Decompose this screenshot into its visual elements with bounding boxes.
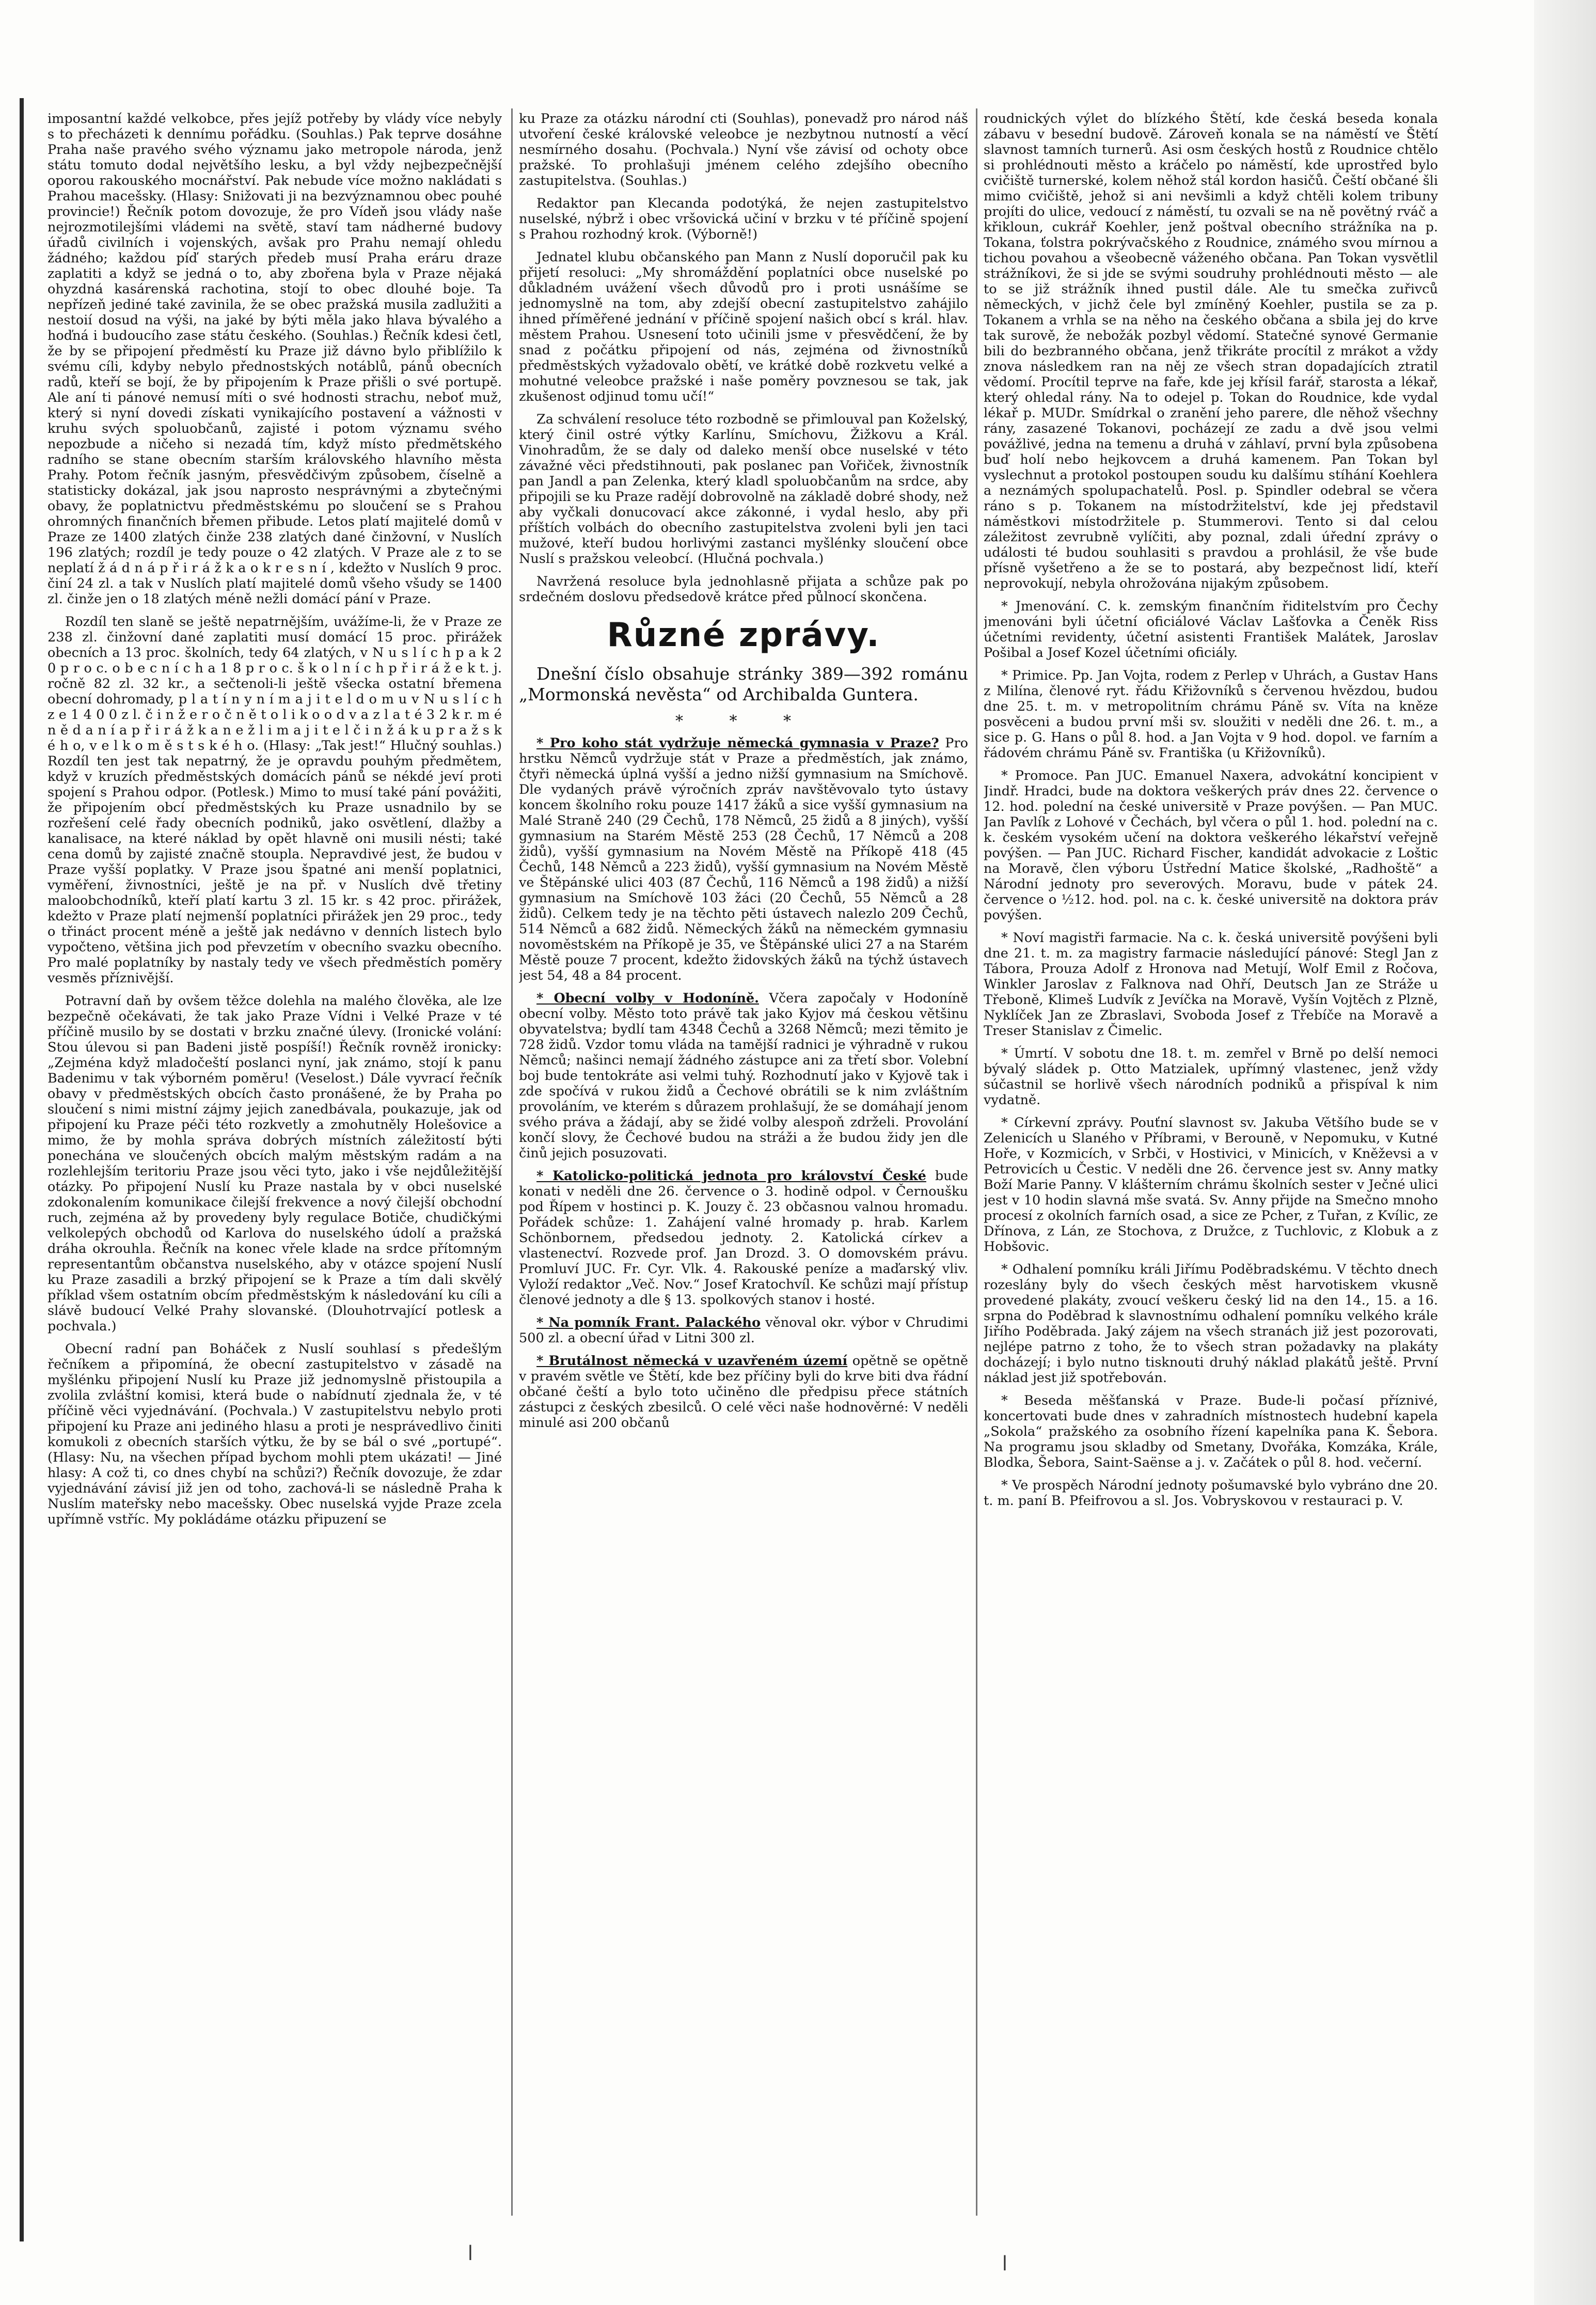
- news-item: [519, 735, 968, 983]
- right-paragraph: * Beseda měšťanská v Praze. Bude-li počasí příznivé, koncertovati bude dnes v zahradních místnostech hudební kapela „Sokola“ pražského za osobního řízení kapelníka pana K. Šebora. Na programu jsou skladby od Smetany, Dvořáka, Komzáka, Krále, Blodka, Šebora, Saint-Saënse a j. v. Začátek o půl 8. hod. večerní.: [984, 1393, 1438, 1470]
- right-paragraph: * Odhalení pomníku králi Jiřímu Poděbradskému. V těchto dnech rozeslány byly do všech českých měst harvotiskem vkusně provedené plakáty, zvoucí veškeru český lid na den 14., 15. a 16. srpna do Poděbrad k slavnostnímu odhalení pomníku velkého krále Jiřího Poděbrada. Jaký zájem na všech stranách již jest pozorovati, nejlépe patrno z toho, že to všech stran požadavky na plakáty docházejí; i bylo nutno tisknouti druhý náklad plakátů ještě. První náklad jest již spotřebován.: [984, 1262, 1438, 1386]
- right-paragraph: * Promoce. Pan JUC. Emanuel Naxera, advokátní koncipient v Jindř. Hradci, bude na doktora veškerých práv dnes 22. července o 12. hod. polední na české universitě v Praze povýšen. — Pan MUC. Jan Pavlík z Lohové v Čechách, byl včera o půl 1. hod. polední na c. k. českém vysokém učení na doktora veškerého lékařství veřejně povýšen. — Pan JUC. Richard Fischer, kandidát advokacie z Loštic na Moravě, člen výboru Ústřední Matice školské, „Radhoště“ a Národní jednoty pro severových. Moravu, bude v pátek 24. července o ½12. hod. pol. na c. k. české universitě na doktora práv povýšen.: [984, 768, 1438, 923]
- news-item-title: * Pro koho stát vydržuje německá gymnasia v Praze?: [536, 735, 939, 751]
- column-rule-2: [976, 108, 977, 2216]
- news-item: [519, 1353, 968, 1431]
- news-item-title: * Brutálnost německá v uzavřeném území: [536, 1353, 848, 1369]
- middle-paragraph: Za schválení resoluce této rozbodně se přimlouval pan Koželský, který činil ostré výtky Karlínu, Smíchovu, Žižkovu a Král. Vinohradům, že se daly od daleko menší obce nuselské v této závažné věci předstihnouti, pak poslanec pan Vořiček, živnostník pan Jandl a pan Zelenka, který kladl spoluobčanům na srdce, aby připojili se ku Praze radějí dobrovolně na základě dobré shody, než aby vyčkali donucovací akce zákonné, i vydal heslo, aby při příštích volbách do obecního zastupitelstva zvoleni byli jen taci mužové, kteří budou horlivými zastanci myšlénky sloučení obce Nuslí s pražskou veleobcí. (Hlučná pochvala.): [519, 412, 968, 567]
- left-paragraph: Obecní radní pan Boháček z Nuslí souhlasí s předešlým řečníkem a připomíná, že obecní zastupitelstvo v zásadě na myšlénku připojení Nuslí ku Praze již jednomyslně přistoupila a zvolila zvláštní komisi, která bude o nabídnutí zjednala že, v té příčině věci vyjednávání. (Pochvala.) V zastupitelstvu nebylo proti připojení ku Praze ani jediného hlasu a proti je nesprávedlivo činiti komukoli z obecních starších výtku, že by se bál o své „portupé“. (Hlasy: Nu, na všechen případ bychom mohli ptem ukázati! — Jiné hlasy: A což ti, co dnes chybí na schůzi?) Řečník dovozuje, že zdar vyjednávání závisí již jen od toho, zachová-li se následně Praha k Nuslím mateřsky nebo macešsky. Obec nuselská vyjde Praze zcela upřímně vstříc. My pokládáme otázku připuzení se: [48, 1341, 502, 1527]
- news-item: [519, 1315, 968, 1346]
- scan-mark: ǀ: [1002, 2252, 1008, 2276]
- right-paragraph: * Ve prospěch Národní jednoty pošumavské bylo vybráno dne 20. t. m. paní B. Pfeifrovou a sl. Jos. Vobryskovou v restauraci p. V.: [984, 1478, 1438, 1509]
- right-column: [984, 111, 1438, 2218]
- column-rule-1: [511, 108, 513, 2216]
- middle-paragraph: Navržená resoluce byla jednohlasně přijata a schůze pak po srdečném doslovu předsedově krátce před půlnocí skončena.: [519, 574, 968, 605]
- news-item: [519, 1168, 968, 1308]
- news-item-text: věnoval okr. výbor v Chrudimi 500 zl. a obecní úřad v Litni 300 zl.: [519, 1315, 968, 1346]
- left-column: [48, 111, 502, 2218]
- news-item-title: * Katolicko-politická jednota pro království České: [536, 1168, 926, 1184]
- middle-paragraph: Jednatel klubu občanského pan Mann z Nuslí doporučil pak ku přijetí resoluci: „My shromáždění poplatníci obce nuselské po důkladném uvážení všech důvodů pro i proti usnášíme se jednomyslně na tom, aby zdejší obecní zastupitelstvo zahájilo ihned příměřené jednání v příčině spojení našich obcí s král. hlav. městem Prahou. Usnesení toto učinili jsme v přesvědčení, že by snad z počátku připojení od nás, zejména od živnostníků předměstských vyžadovalo obětí, ve krátké době rozkvetu velké a mohutné veleobce pražské i naše poměry povznesou se tak, jak zkušenost odjinud tomu učí!“: [519, 249, 968, 404]
- middle-column: [519, 111, 968, 2218]
- section-separator: * * *: [675, 712, 812, 730]
- page-edge-shadow: [1534, 0, 1596, 2305]
- news-item-text: opětně se opětně v pravém světle ve Štětí, kde bez příčiny byli do krve biti dva řádní občané čeští a bylo toto učiněno dle předpisu přece státních zástupci z českých zbesilců. O celé věci naše hodnověrné: V neděli minulé asi 200 občanů: [519, 1353, 968, 1431]
- middle-paragraph: Redaktor pan Klecanda podotýká, že nejen zastupitelstvo nuselské, nýbrž i obec vršovická učiní v brzku v té příčině spojení s Prahou rozhodný krok. (Výborně!): [519, 196, 968, 242]
- section-intro: Dnešní číslo obsahuje stránky 389—392 románu „Mormonská nevěsta“ od Archibalda Guntera.: [519, 664, 968, 704]
- middle-paragraph: ku Praze za otázku národní cti (Souhlas), ponevadž pro národ náš utvoření české královské veleobce je nezbytnou nutností a věcí nesmírného dosahu. (Pochvala.) Nyní vše závisí od ochoty obce pražské. To prohlašuji jménem celého zdejšího obecního zastupitelstva. (Souhlas.): [519, 111, 968, 189]
- news-item: [519, 991, 968, 1161]
- left-paragraph: imposantní každé velkobce, přes jejíž potřeby by vlády více nebyly s to přecházeti k dennímu pořádku. (Souhlas.) Pak teprve dosáhne Praha naše pravého svého významu jako metropole národa, jenž státu tomuto dodal největšího lesku, a byl vždy nejbezpečnější oporou rakouského mocnářství. Pak nebude více možno nakládati s Prahou macešsky. (Hlasy: Snižovati ji na bezvýznamnou obec pouhé provincie!) Řečník potom dovozuje, že pro Vídeň jsou vlády naše nejrozmotilejšími vládemi na světě, staví tam nádherné budovy úřadů civilních i vojenských, avšak pro Prahu nemají ohledu žádného; každou píď starých předeb musí Praha eráru draze zaplatiti a když se jedná o to, aby zbořena byla v Praze nějaká ohyzdná kasárenská rachotina, stojí to obec dlouhé boje. Ta nepřízeň jediné také zavinila, že se obec pražská musila zadlužiti a nestoií dosud na výši, na jaké by býti měla jako hlava bývalého a hoďná i budoucího zase státu českého. (Souhlas.) Řečník kdesi četl, že by se připojení předměstí ku Praze již dávno bylo přiblížilo k svému cíli, kdyby nebylo přednostských notáblů, pánů obecních radů, kteří se bojí, že by připojením k Praze přišli o své portupě. Ale aní ti pánové nemusí míti o své hodnosti strachu, neboť muž, který si nyní dovedi získati vynikajícího postavení a vážnosti v kruhu svých spoluobčanů, zajisté i potom významu svého nepozbude a ničeho si nezadá tím, když místo předmětského radního se stane obecním starším královského hlavního města Prahy. Potom řečník jasným, přesvědčivým způsobem, číselně a statisticky dokázal, jak jsou naprosto nesprávnými a zbytečnými obavy, že poplatnictvu předměstskému po sloučení se s Prahou ohromných finančních břemen přibude. Letos platí majitelé domů v Praze ze 1400 zlatých činže 238 zlatých dané činžovní, v Nuslích 196 zlatých; rozdíl je tedy pouze o 42 zlatých. V Praze ale z to se neplatí ž á d n á p ř i r á ž k a o k r e s n í , kdežto v Nuslích 9 proc. činí 24 zl. a tak v Nuslích platí majitelé domů všeho všudy se 1400 zl. činže jen o 18 zlatých méně nežli domácí pání v Praze.: [48, 111, 502, 607]
- right-paragraph: * Církevní zprávy. Pouťní slavnost sv. Jakuba Většího bude se v Zelenicích u Slaného v Příbrami, v Berouně, v Nepomuku, v Kutné Hoře, v Kozmicích, v Srbči, v Hostivici, v Minicích, v Kněževsi a v Petrovicích u Čestic. V neděli dne 26. července jest sv. Anny matky Boží Marie Panny. V klášterním chrámu školních sester v Ječné ulici jest v 10 hodin slavná mše svatá. Sv. Anny přijde na Smečno mnoho procesí z okolních farních osad, a sice ze Pcher, z Tuřan, z Kvílic, ze Dřínova, z Lán, ze Stochova, z Družce, z Tuchlovic, z Klobuk a z Hobšovic.: [984, 1115, 1438, 1255]
- right-paragraph: * Noví magistři farmacie. Na c. k. česká universitě povýšeni byli dne 21. t. m. za magistry farmacie následující pánové: Stegl Jan z Tábora, Prouza Adolf z Hronova nad Metují, Wolf Emil z Ročova, Winkler Jaroslav z Falknova nad Ohří, Deutsch Jan ze Stráže u Třeboně, Klimeš Ludvík z Jevíčka na Moravě, Vyšín Vojtěch z Plzně, Nyklíček Jan ze Zbraslavi, Svoboda Josef z Třebíče na Moravě a Treser Stanislav z Čimelic.: [984, 930, 1438, 1039]
- left-paragraph: Rozdíl ten slaně se ještě nepatrnějším, uvážíme-li, že v Praze ze 238 zl. činžovní dané zaplatiti musí domácí 15 proc. přirážek obecních a 13 proc. školních, tedy 64 zlatých, v N u s l í c h p a k 2 0 p r o c. o b e c n í c h a 1 8 p r o c. š k o l n í c h p ř i r á ž e k t. j. ročně 82 zl. 32 kr., a sečtenoli-li ještě všecka ostatní břemena obecní dohromady, p l a t í n y n í m a j i t e l d o m u v N u s l í c h z e 1 4 0 0 z l. č i n ž e r o č n ě t o l i k o o d v a z l a t é 3 2 k r. m é n ě d a n í a p ř i r á ž k a n e ž l i m a j i t e l č i n ž á k u p r a ž s k é h o, v e l k o m ě s t s k é h o. (Hlasy: „Tak jest!“ Hlučný souhlas.) Rozdíl ten jest tak nepatrný, že je opravdu pouhým předmětem, když v kruzích předměstských domácích pánů se nékdé jeví proti spojení s Prahou odpor. (Potlesk.) Mimo to musí také pání povážiti, že připojením obcí předměstských ku Praze usnadnilo by se rozřešení celé řady obecních podniků, jako osvětlení, dlažby a kanalisace, na které náklad by opět hlavně oni musili nésti; také cena domů by zajisté značně stoupla. Nepravdivé jest, že budou v Praze vyšší poplatky. V Praze jsou špatné ani menší poplatnici, vyměření, živnostníci, ještě je na př. v Nuslích dvě třetiny maloobchodníků, kteří platí kartu 3 zl. 15 kr. s 42 proc. přirážek, kdežto v Praze platí nejmenší poplatníci přirážek jen 29 proc., tedy o třináct procent méně a ještě jak nedávno v denních listech bylo vypočteno, většina jich pod převzetím v obecního svazku obecního. Pro malé poplatníky by nastaly tedy ve všech předměstích poměry vesměs příznivější.: [48, 614, 502, 986]
- right-paragraph: * Úmrtí. V sobotu dne 18. t. m. zemřel v Brně po delší nemoci bývalý sládek p. Otto Matzialek, upřímný vlastenec, jenž vždy súčastnil se horlivě všech národních podniků a přispíval k nim vydatně.: [984, 1046, 1438, 1108]
- news-item-text: bude konati v neděli dne 26. července o 3. hodině odpol. v Černoušku pod Řípem v hostinci p. K. Jouzy č. 23 občasnou valnou hromadu. Pořádek schůze: 1. Zahájení valné hromady p. hrab. Karlem Schönbornem, předsedou jednoty. 2. Katolická církev a vlastenectví. Rozvede prof. Jan Drozd. 3. O domovském právu. Promluví JUC. Fr. Cyr. Vlk. 4. Rakouské peníze a maďarský vliv. Vyloží redaktor „Več. Nov.“ Josef Kratochvíl. Ke schůzi mají přístup členové jednoty a dle § 13. spolkových stanov i hosté.: [519, 1168, 968, 1308]
- news-item-title: * Obecní volby v Hodoníně.: [536, 991, 759, 1006]
- news-item-title: * Na pomník Frant. Palackého: [536, 1315, 761, 1330]
- section-heading: Různé zprávy.: [607, 616, 880, 654]
- right-paragraph: roudnických výlet do blízkého Štětí, kde česká beseda konala zábavu v besední budově. Zároveň konala se na náměstí ve Štětí slavnost tamních turnerů. Asi osm českých hostů z Roudnice chtělo si prohlédnouti město a kráčelo po náměstí, kde uprostřed bylo cvičiště turnerské, kolem něhož stál kordon hasičů. Čeští občané šli mimo cvičiště, jehož si ani nevšimli a když chtěli kolem tribuny projíti do ulice, vedoucí z náměstí, tu ozvali se na ně povětný rváč a křikloun, cukrář Koehler, jenž poštval obecního strážníka na p. Tokana, ťolstra pokrývačského z Roudnice, známého svou mírnou a tichou povahou a všeobecně váženého občana. Pan Tokan vysvětlil strážníkovi, že si jde se svými soudruhy prohlédnouti město — ale to se již strážník ihned pustil dále. Ale tu smečka zuřivců německých, v jichž čele byl zmíněný Koehler, pustila se za p. Tokanem a vrhla se na něho na českého občana a sbila jej do krve tak surově, že nebožák pozbyl vědomí. Statečné synové Germanie bili do bezbranného občana, jenž třikráte procítil z mrákot a vždy znova následkem ran na něj ze všech stran dopadajících ztratil vědomí. Procítil teprve na faře, kde jej křísil farář, starosta a lékař, který ohledal rány. Na to odejel p. Tokan do Roudnice, kde vydal lékař p. MUDr. Smídrkal o zranění jeho parere, dle něhož všechny rány, zasazené Tokanovi, pocházejí ze zadu a dvě jsou velmi povážlivé, jedna na temenu a druhá v záhlaví, první byla způsobena buď holí nebo hejkovcem a druhá kamenem. Pan Tokan byl vyslechnut a protokol postoupen soudu ku dalšímu stíhání Koehlera a neznámých spolupachatelů. Posl. p. Spindler odebral se včera ráno s p. Tokanem na místodržitelství, kde jej představil náměstkovi místodržitele p. Stummerovi. Tento si dal celou záležitost zevrubně vylíčiti, aby poznal, zdali úřední zprávy o události té budou souhlasiti s pravdou a prohlásil, že vše bude přísně vyšetřeno a že se to postará, aby bezpečnost lidí, kteří neprovokují, nebyla ohrožována nijakým způsobem.: [984, 111, 1438, 591]
- left-paragraph: Potravní daň by ovšem těžce dolehla na malého člověka, ale lze bezpečně očekávati, že tak jako Praze Vídni i Velké Praze v té příčině musilo by se dostati v brzku značné úlevy. (Ironické volání: Stou úlevou si pan Badeni jistě pospíší!) Řečník rovněž ironicky: „Zejména když mladočeští poslanci nyní, jak známo, stojí k panu Badenimu v tak výborném poměru! (Veselost.) Dále vyvrací řečník obavy v předměstských obcích často pronášené, že by Praha po sloučení s nimi mistní zájmy jejich zanedbávala, poukazuje, jak od připojení ku Praze péči této rozkvetly a zmohutněly Holešovice a mimo, že by mohla správa dobrých místních záležitostí býti ponechána ve sloučených obcích malým městským radám a na rozlehlejším teritoriu Praze jsou věci tyto, jako i vše nejdůležitější otázky. Po připojení Nuslí ku Praze nastala by v obci nuselské zdokonalením komunikace čilejší frekvence a nový čilejší obchodní ruch, zejména až by provedeny byly regulace Botiče, chudičkými velkolepých obchodů od Karlova do nuselského údolí a pražská dráha okrouhla. Řečník na konec vřele klade na srdce přítomným representantům občanstva nuselského, aby v otázce spojení Nuslí ku Praze zasadili a brzký připojení se k Praze a tím dali skvělý příklad všem ostatním obcím předměstským k následování ku cíli a slávě budoucí Velké Prahy slovanské. (Dlouhotrvající potlesk a pochvala.): [48, 993, 502, 1334]
- right-paragraph: * Primice. Pp. Jan Vojta, rodem z Perlep v Uhrách, a Gustav Hans z Milína, členové ryt. řádu Křižovníků s červenou hvězdou, budou dne 25. t. m. v metropolitním chrámu Páně sv. Víta na kněze posvěceni a budou první mši sv. sloužiti v neděli dne 26. t. m., a sice p. G. Hans o půl 8. hod. a Jan Vojta v 9 hod. dopol. ve farním a řádovém chrámu Páně sv. Františka (u Křižovníků).: [984, 668, 1438, 761]
- news-item-text: Pro hrstku Němců vydržuje stát v Praze a předměstích, jak známo, čtyři německá úplná vyšší a jedno nižší gymnasium na Smíchově. Dle vydaných právě výročních zpráv navštěvovalo tyto ústavy koncem školního roku pouze 1417 žáků a sice vyšší gymnasium na Malé Straně 240 (29 Čechů, 178 Němců, 25 židů a 8 jiných), vyšší gymnasium na Starém Městě 253 (28 Čechů, 17 Němců a 208 židů), vyšší gymnasium na Novém Městě na Příkopě 418 (45 Čechů, 148 Němců a 223 židů), vyšší gymnasium na Novém Městě ve Štěpánské ulici 403 (87 Čechů, 116 Němců a 198 židů) a nižší gymnasium na Smíchově 103 žáci (20 Čechů, 55 Němců a 28 židů). Celkem tedy je na těchto pěti ústavech nalezlo 209 Čechů, 514 Němců a 682 židů. Německých žáků na německém gymnasiu novoměstském na Příkopě je 35, ve Štěpánské ulici 27 a na Starém Městě pouze 7 procent, kdežto židovských žáků na týchž ústavech jest 54, 48 a 84 procent.: [519, 735, 968, 983]
- scan-mark: ǀ: [467, 2241, 473, 2265]
- page-binding-edge: [20, 98, 24, 2241]
- right-paragraph: * Jmenování. C. k. zemským finančním řiditelstvím pro Čechy jmenováni byli účetní oficiálové Václav Lašťovka a Čeněk Riss účetními revidenty, účetní asistenti František Malátek, Jaroslav Pošibal a Josef Kozel účetními oficiály.: [984, 599, 1438, 661]
- news-item-text: Včera započaly v Hodoníně obecní volby. Město toto právě tak jako Kyjov má českou většinu obyvatelstva; bydlí tam 4348 Čechů a 3268 Němců; mezi těmito je 728 židů. Vzdor tomu vláda na tamější radnici je výhradně v rukou Němců; našinci nemají žádného zástupce ani za třetí sbor. Volební boj bude tentokráte asi velmi tuhý. Rozhodnutí jako v Kyjově tak i zde spočívá v rukou židů a Čechové obrátili se k nim zvláštním provoláním, ve kterém s důrazem prohlašují, že se domáhají jenom svého práva a žádají, aby se židé volby alespoň zdrželi. Provolání končí slovy, že Čechové budou na stráži a že budou židy jen dle činů jejich posuzovati.: [519, 991, 968, 1161]
